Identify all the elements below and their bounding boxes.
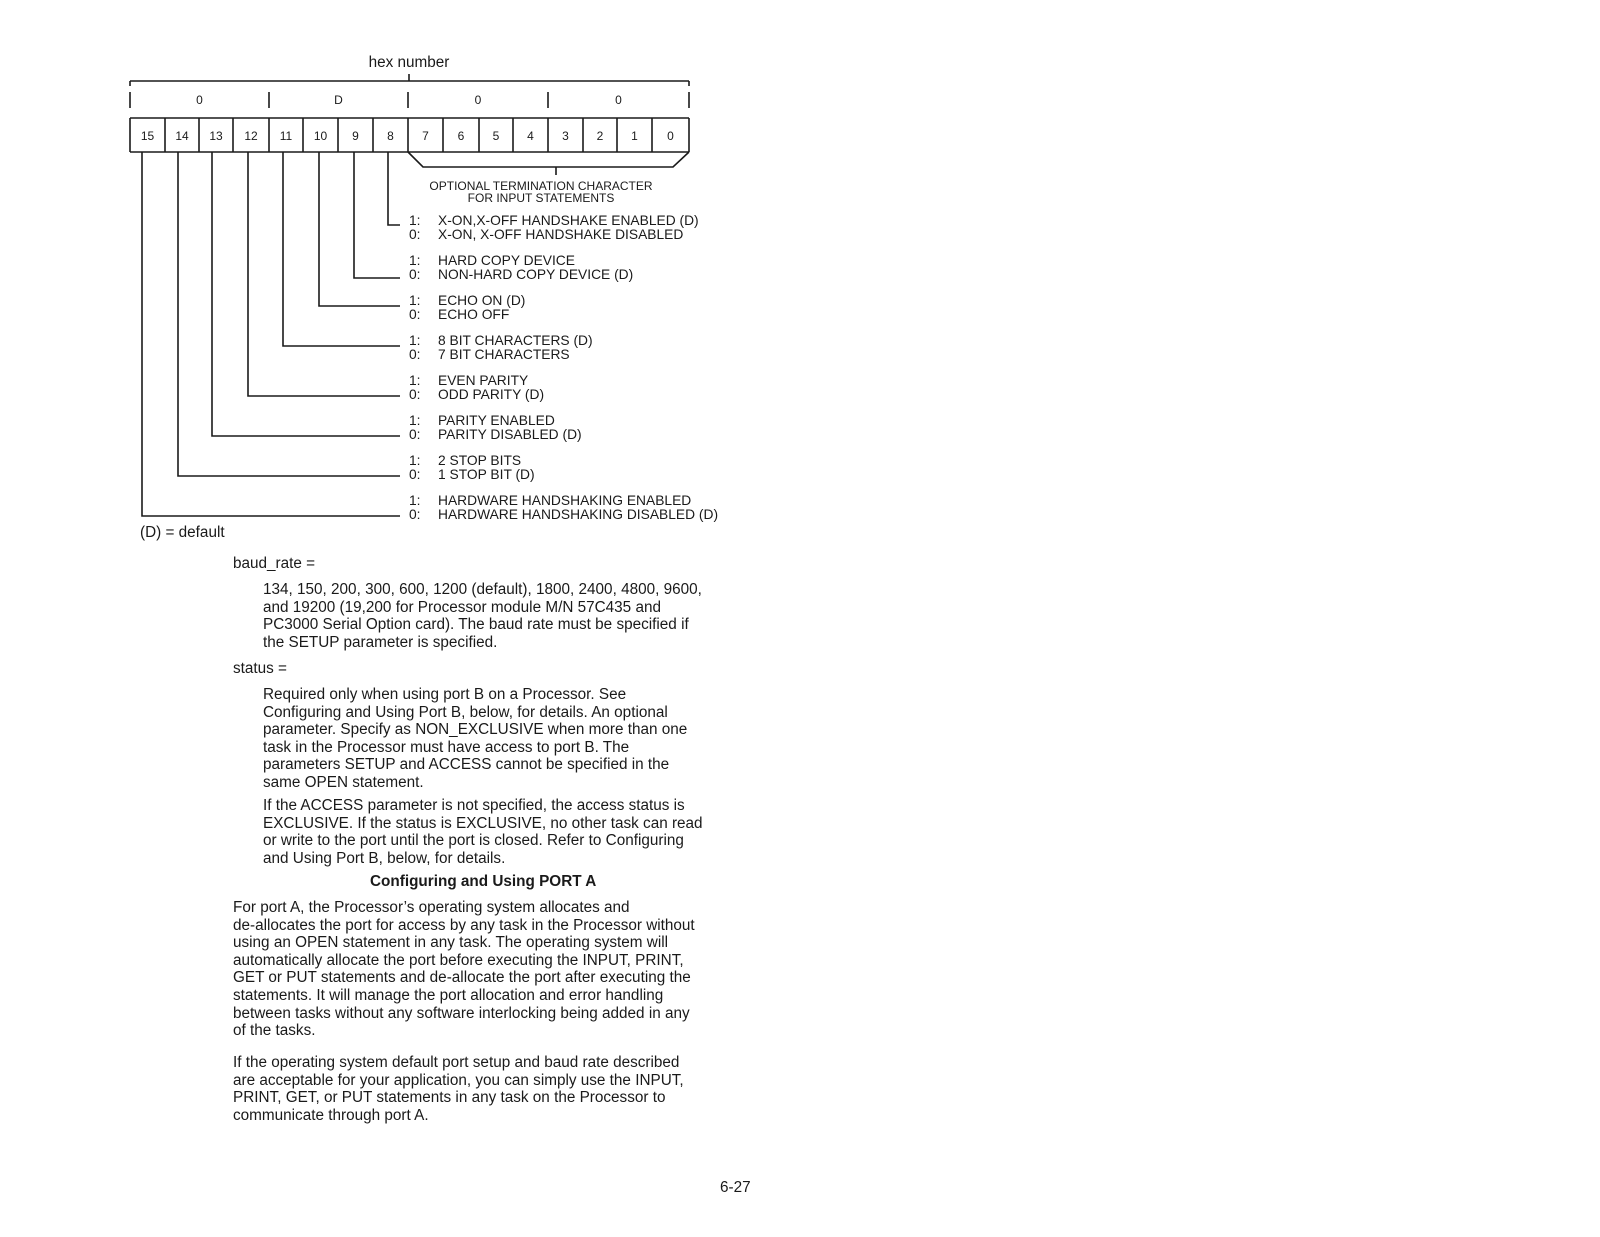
bit-number: 5: [492, 129, 500, 143]
leader-line-bit-12: [248, 152, 400, 396]
leader-line-bit-13: [212, 152, 400, 436]
field-zero-prefix: 0:: [409, 427, 421, 442]
bit-number: 2: [596, 129, 604, 143]
bit-number: 1: [631, 129, 638, 143]
field-one-prefix: 1:: [409, 293, 421, 308]
bit-number: 10: [313, 129, 328, 143]
field-one-prefix: 1:: [409, 333, 421, 348]
section-heading: Configuring and Using PORT A: [370, 873, 597, 890]
bit-number: 7: [422, 129, 429, 143]
termination-label-line-1: OPTIONAL TERMINATION CHARACTER: [429, 179, 653, 193]
field-bit-15-one: HARDWARE HANDSHAKING ENABLED: [438, 493, 692, 508]
field-zero-prefix: 0:: [409, 347, 421, 362]
bit-number: 13: [209, 129, 223, 143]
bit-field-diagram: [0, 0, 1600, 545]
field-bit-8-zero: X-ON, X-OFF HANDSHAKE DISABLED: [438, 227, 684, 242]
leader-line-bit-8: [388, 152, 400, 225]
field-bit-10-one: ECHO ON (D): [438, 293, 526, 308]
page-number: 6-27: [720, 1179, 751, 1196]
status-description-2: If the ACCESS parameter is not specified, the access status is EXCLUSIVE. If the status is EXCLUSIVE, no other task can read or write to the port until the port is closed. Refer to Configuring and Using Port B, below, for details.: [263, 797, 703, 867]
termination-brace: [408, 152, 689, 167]
field-one-prefix: 1:: [409, 413, 421, 428]
field-bit-15-zero: HARDWARE HANDSHAKING DISABLED (D): [438, 507, 719, 522]
field-one-prefix: 1:: [409, 253, 421, 268]
field-bit-12-one: EVEN PARITY: [438, 373, 529, 388]
baud-rate-term: baud_rate =: [233, 555, 316, 572]
field-one-prefix: 1:: [409, 213, 421, 228]
bit-number: 6: [457, 129, 465, 143]
field-zero-prefix: 0:: [409, 387, 421, 402]
field-bit-13-one: PARITY ENABLED: [438, 413, 555, 428]
field-bit-12-zero: ODD PARITY (D): [438, 387, 545, 402]
bit-number: 15: [140, 129, 155, 143]
baud-rate-description: 134, 150, 200, 300, 600, 1200 (default), 1800, 2400, 4800, 9600, and 19200 (19,200 for Processor module M/N 57C435 and PC3000 Serial Option card). The baud rate must be specified if the SETUP parameter is specified.: [263, 581, 702, 651]
port-a-paragraph-1: For port A, the Processor’s operating system allocates and de-allocates the port for access by any task in the Processor without using an OPEN statement in any task. The operating system will automatically allocate the port before executing the INPUT, PRINT, GET or PUT statements and de-allocate the port after executing the statements. It will manage the port allocation and error handling between tasks without any software interlocking being added in any of the tasks.: [233, 899, 695, 1040]
bit-number: 9: [352, 129, 359, 143]
field-bit-8-one: X-ON,X-OFF HANDSHAKE ENABLED (D): [438, 213, 699, 228]
default-note: (D) = default: [140, 524, 225, 541]
bit-number: 11: [279, 129, 293, 143]
field-zero-prefix: 0:: [409, 307, 421, 322]
leader-line-bit-15: [142, 152, 400, 516]
nibble-digit: 0: [474, 93, 482, 107]
bit-number: 3: [562, 129, 569, 143]
port-a-paragraph-2: If the operating system default port setup and baud rate described are acceptable for your application, you can simply use the INPUT, PRINT, GET, or PUT statements in any task on the Processor to communicate through port A.: [233, 1054, 684, 1124]
field-bit-9-one: HARD COPY DEVICE: [438, 253, 575, 268]
nibble-digit: 0: [196, 93, 203, 107]
bit-number: 4: [527, 129, 534, 143]
leader-line-bit-9: [354, 152, 400, 278]
field-bit-9-zero: NON-HARD COPY DEVICE (D): [438, 267, 634, 282]
field-bit-11-zero: 7 BIT CHARACTERS: [438, 347, 570, 362]
field-one-prefix: 1:: [409, 373, 421, 388]
field-zero-prefix: 0:: [409, 507, 421, 522]
field-bit-14-zero: 1 STOP BIT (D): [438, 467, 535, 482]
field-bit-10-zero: ECHO OFF: [438, 307, 510, 322]
field-bit-14-one: 2 STOP BITS: [438, 453, 522, 468]
nibble-digit: D: [334, 93, 343, 107]
field-bit-13-zero: PARITY DISABLED (D): [438, 427, 582, 442]
leader-line-bit-11: [283, 152, 400, 346]
field-one-prefix: 1:: [409, 493, 421, 508]
field-bit-11-one: 8 BIT CHARACTERS (D): [438, 333, 593, 348]
field-one-prefix: 1:: [409, 453, 421, 468]
bit-number: 14: [175, 129, 189, 143]
field-zero-prefix: 0:: [409, 267, 421, 282]
status-term: status =: [233, 660, 287, 677]
field-zero-prefix: 0:: [409, 227, 421, 242]
status-description-1: Required only when using port B on a Processor. See Configuring and Using Port B, below, for details. An optional parameter. Specify as NON_EXCLUSIVE when more than one task in the Processor must have access to port B. The parameters SETUP and ACCESS cannot be specified in the same OPEN statement.: [263, 686, 688, 791]
field-zero-prefix: 0:: [409, 467, 421, 482]
bit-number: 8: [387, 129, 394, 143]
bit-number: 0: [667, 129, 674, 143]
termination-label-line-2: FOR INPUT STATEMENTS: [467, 191, 615, 205]
bit-number: 12: [244, 129, 258, 143]
nibble-digit: 0: [615, 93, 622, 107]
hex-number-label: hex number: [368, 54, 450, 71]
